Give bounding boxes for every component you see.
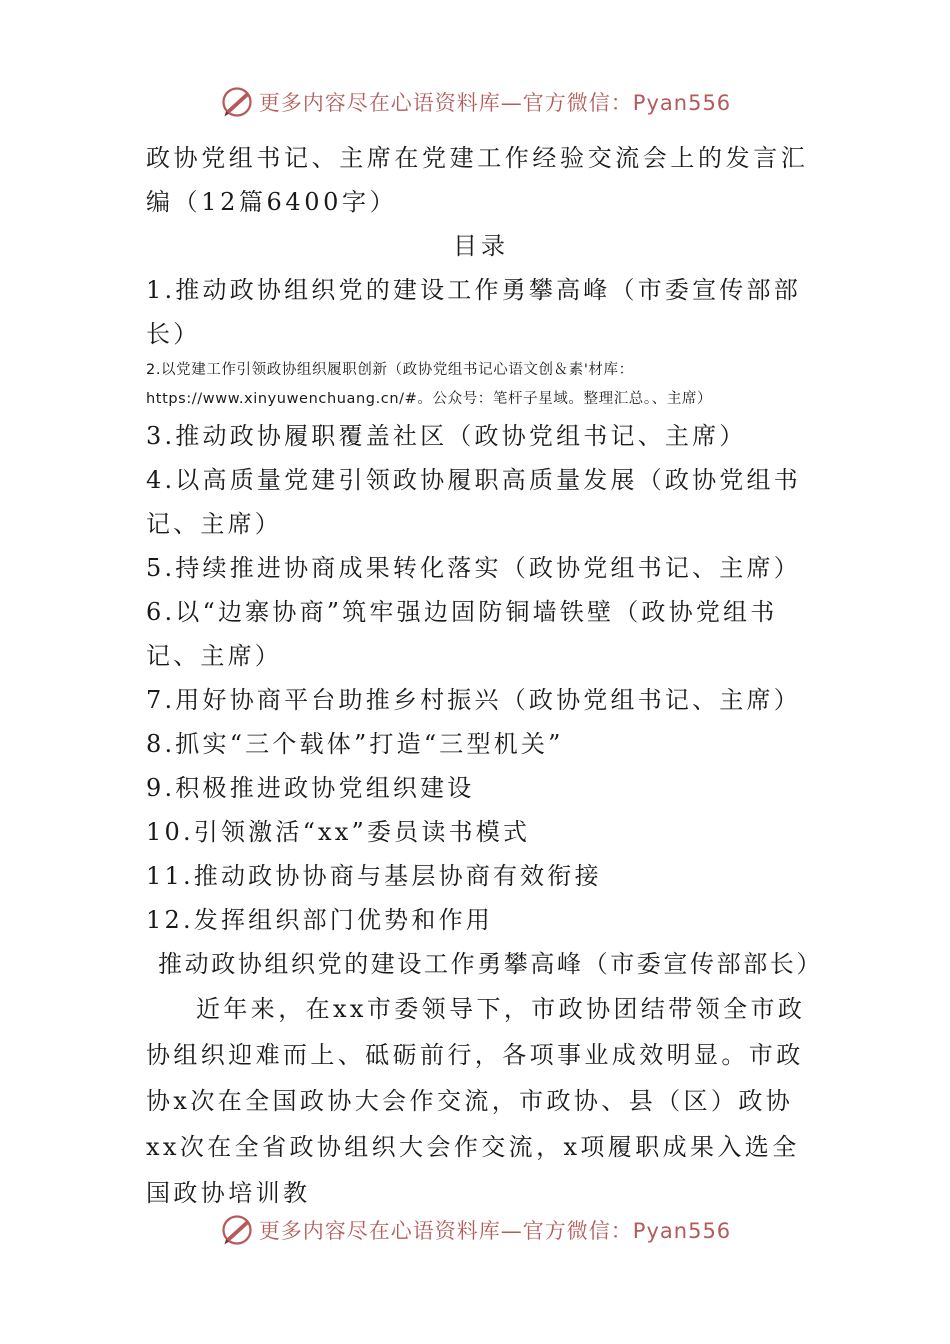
toc-item: 6.以“边寨协商”筑牢强边固防铜墙铁壁（政协党组书记、主席） [146,598,778,670]
toc-item: 5.持续推进协商成果转化落实（政协党组书记、主席） [146,554,801,582]
body-paragraph: 近年来，在xx市委领导下，市政协团结带领全市政协组织迎难而上、砥砺前行，各项事业成效明显。市政协x次在全国政协大会作交流，市政协、县（区）政协xx次在全省政协组织大会作交流，x项履职成果入选全国政协培训教 [146,995,806,1207]
toc-item: 12.发挥组织部门优势和作用 [146,906,493,934]
header-watermark-banner [0,82,950,122]
toc-heading: 目录 [453,232,509,260]
watermark-text: 更多内容尽在心语资料库—官方微信：Pyan556 [258,1219,732,1243]
table-of-contents [146,268,816,942]
toc-item: 3.推动政协履职覆盖社区（政协党组书记、主席） [146,422,747,450]
pen-logo-icon [219,84,255,120]
toc-item: 10.引领激活“xx”委员读书模式 [146,818,531,846]
toc-item: 1.推动政协组织党的建设工作勇攀高峰（市委宣传部部长） [146,276,801,348]
toc-item: 9.积极推进政协党组织建设 [146,774,475,802]
pen-logo-icon [219,1212,255,1248]
document-body [146,136,823,1216]
toc-item: 7.用好协商平台助推乡村振兴（政协党组书记、主席） [146,686,801,714]
toc-item: 8.抓实“三个载体”打造“三型机关” [146,730,564,758]
toc-item: 2.以党建工作引领政协组织履职创新（政协党组书记心语文创＆素'材库：https://www.xinyuwenchuang.cn/#。公众号：笔杆子星域。整理汇总。、主席） [146,362,713,407]
toc-item: 11.推动政协协商与基层协商有效衔接 [146,862,602,890]
watermark-text: 更多内容尽在心语资料库—官方微信：Pyan556 [258,91,732,115]
document-title: 政协党组书记、主席在党建工作经验交流会上的发言汇编（12篇6400字） [146,144,809,216]
footer-watermark-banner [0,1210,950,1250]
section-title: 推动政协组织党的建设工作勇攀高峰（市委宣传部部长） [158,950,823,978]
toc-item: 4.以高质量党建引领政协履职高质量发展（政协党组书记、主席） [146,466,801,538]
